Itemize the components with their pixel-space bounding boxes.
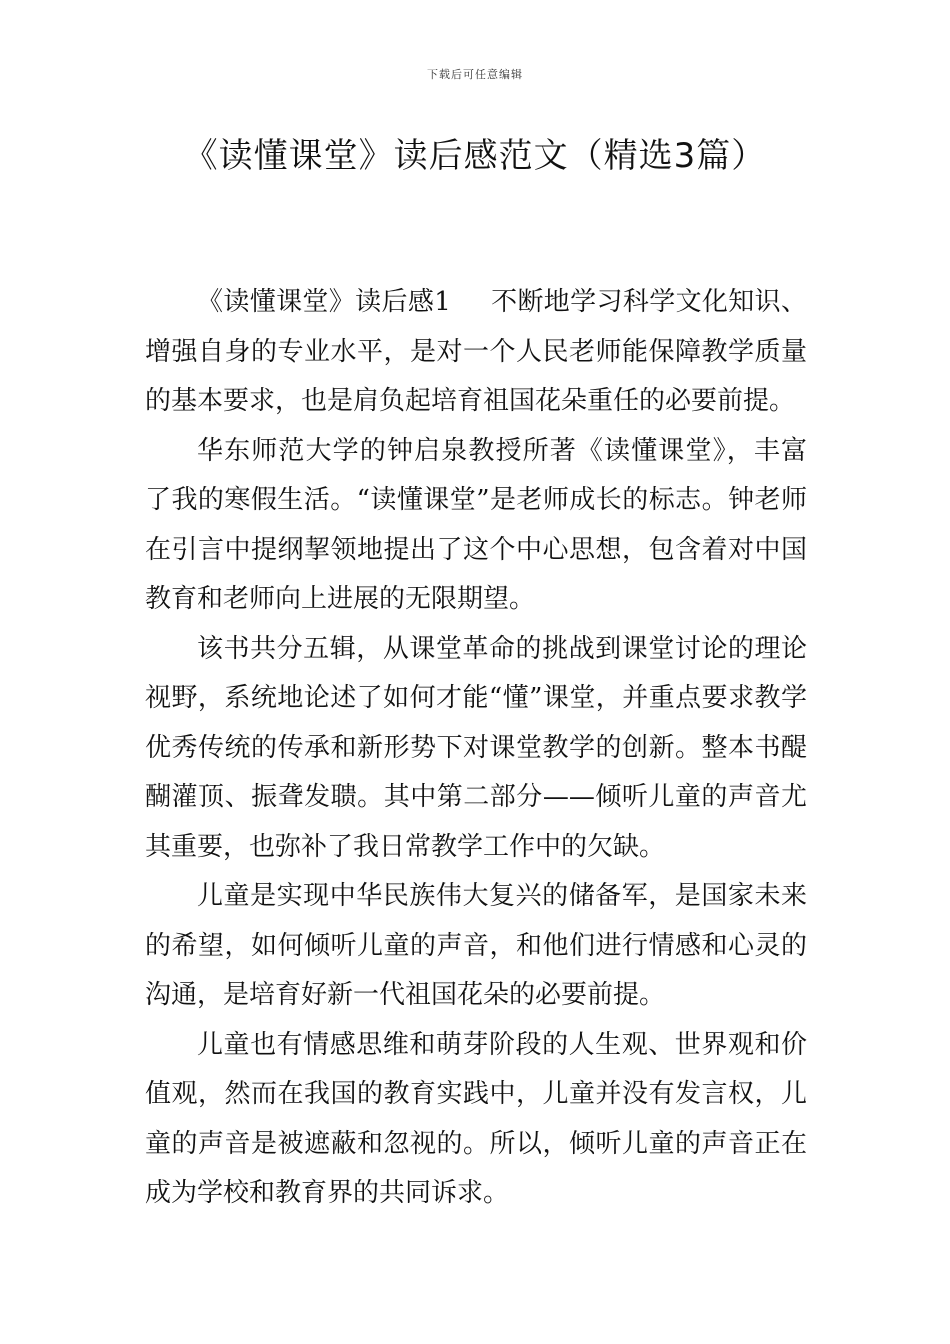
paragraph-4: 儿童是实现中华民族伟大复兴的储备军，是国家未来的希望，如何倾听儿童的声音，和他们进行情感和心灵的沟通，是培育好新一代祖国花朵的必要前提。 [145,881,807,1010]
document-body [145,278,807,1219]
document-title: 《读懂课堂》读后感范文（精选3篇） [183,136,767,176]
paragraph-1 [145,278,807,427]
paragraph-3: 该书共分五辑，从课堂革命的挑战到课堂讨论的理论视野，系统地论述了如何才能“懂”课堂，并重点要求教学优秀传统的传承和新形势下对课堂教学的创新。整本书醍醐灌顶、振聋发聩。其中第二部分——倾听儿童的声音尤其重要，也弥补了我日常教学工作中的欠缺。 [145,633,807,862]
paragraph-2: 华东师范大学的钟启泉教授所著《读懂课堂》，丰富了我的寒假生活。“读懂课堂”是老师成长的标志。钟老师在引言中提纲挈领地提出了这个中心思想，包含着对中国教育和老师向上进展的无限期望。 [145,435,807,614]
header-note: 下载后可任意编辑 [427,68,523,81]
paragraph-5: 儿童也有情感思维和萌芽阶段的人生观、世界观和价值观，然而在我国的教育实践中，儿童并没有发言权，儿童的声音是被遮蔽和忽视的。所以，倾听儿童的声音正在成为学校和教育界的共同诉求。 [145,1029,807,1208]
paragraph-1-heading: 《读懂课堂》读后感1 [197,287,451,317]
paragraph-1-text: 不断地学习科学文化知识、增强自身的专业水平，是对一个人民老师能保障教学质量的基本要求，也是肩负起培育祖国花朵重任的必要前提。 [145,287,807,416]
